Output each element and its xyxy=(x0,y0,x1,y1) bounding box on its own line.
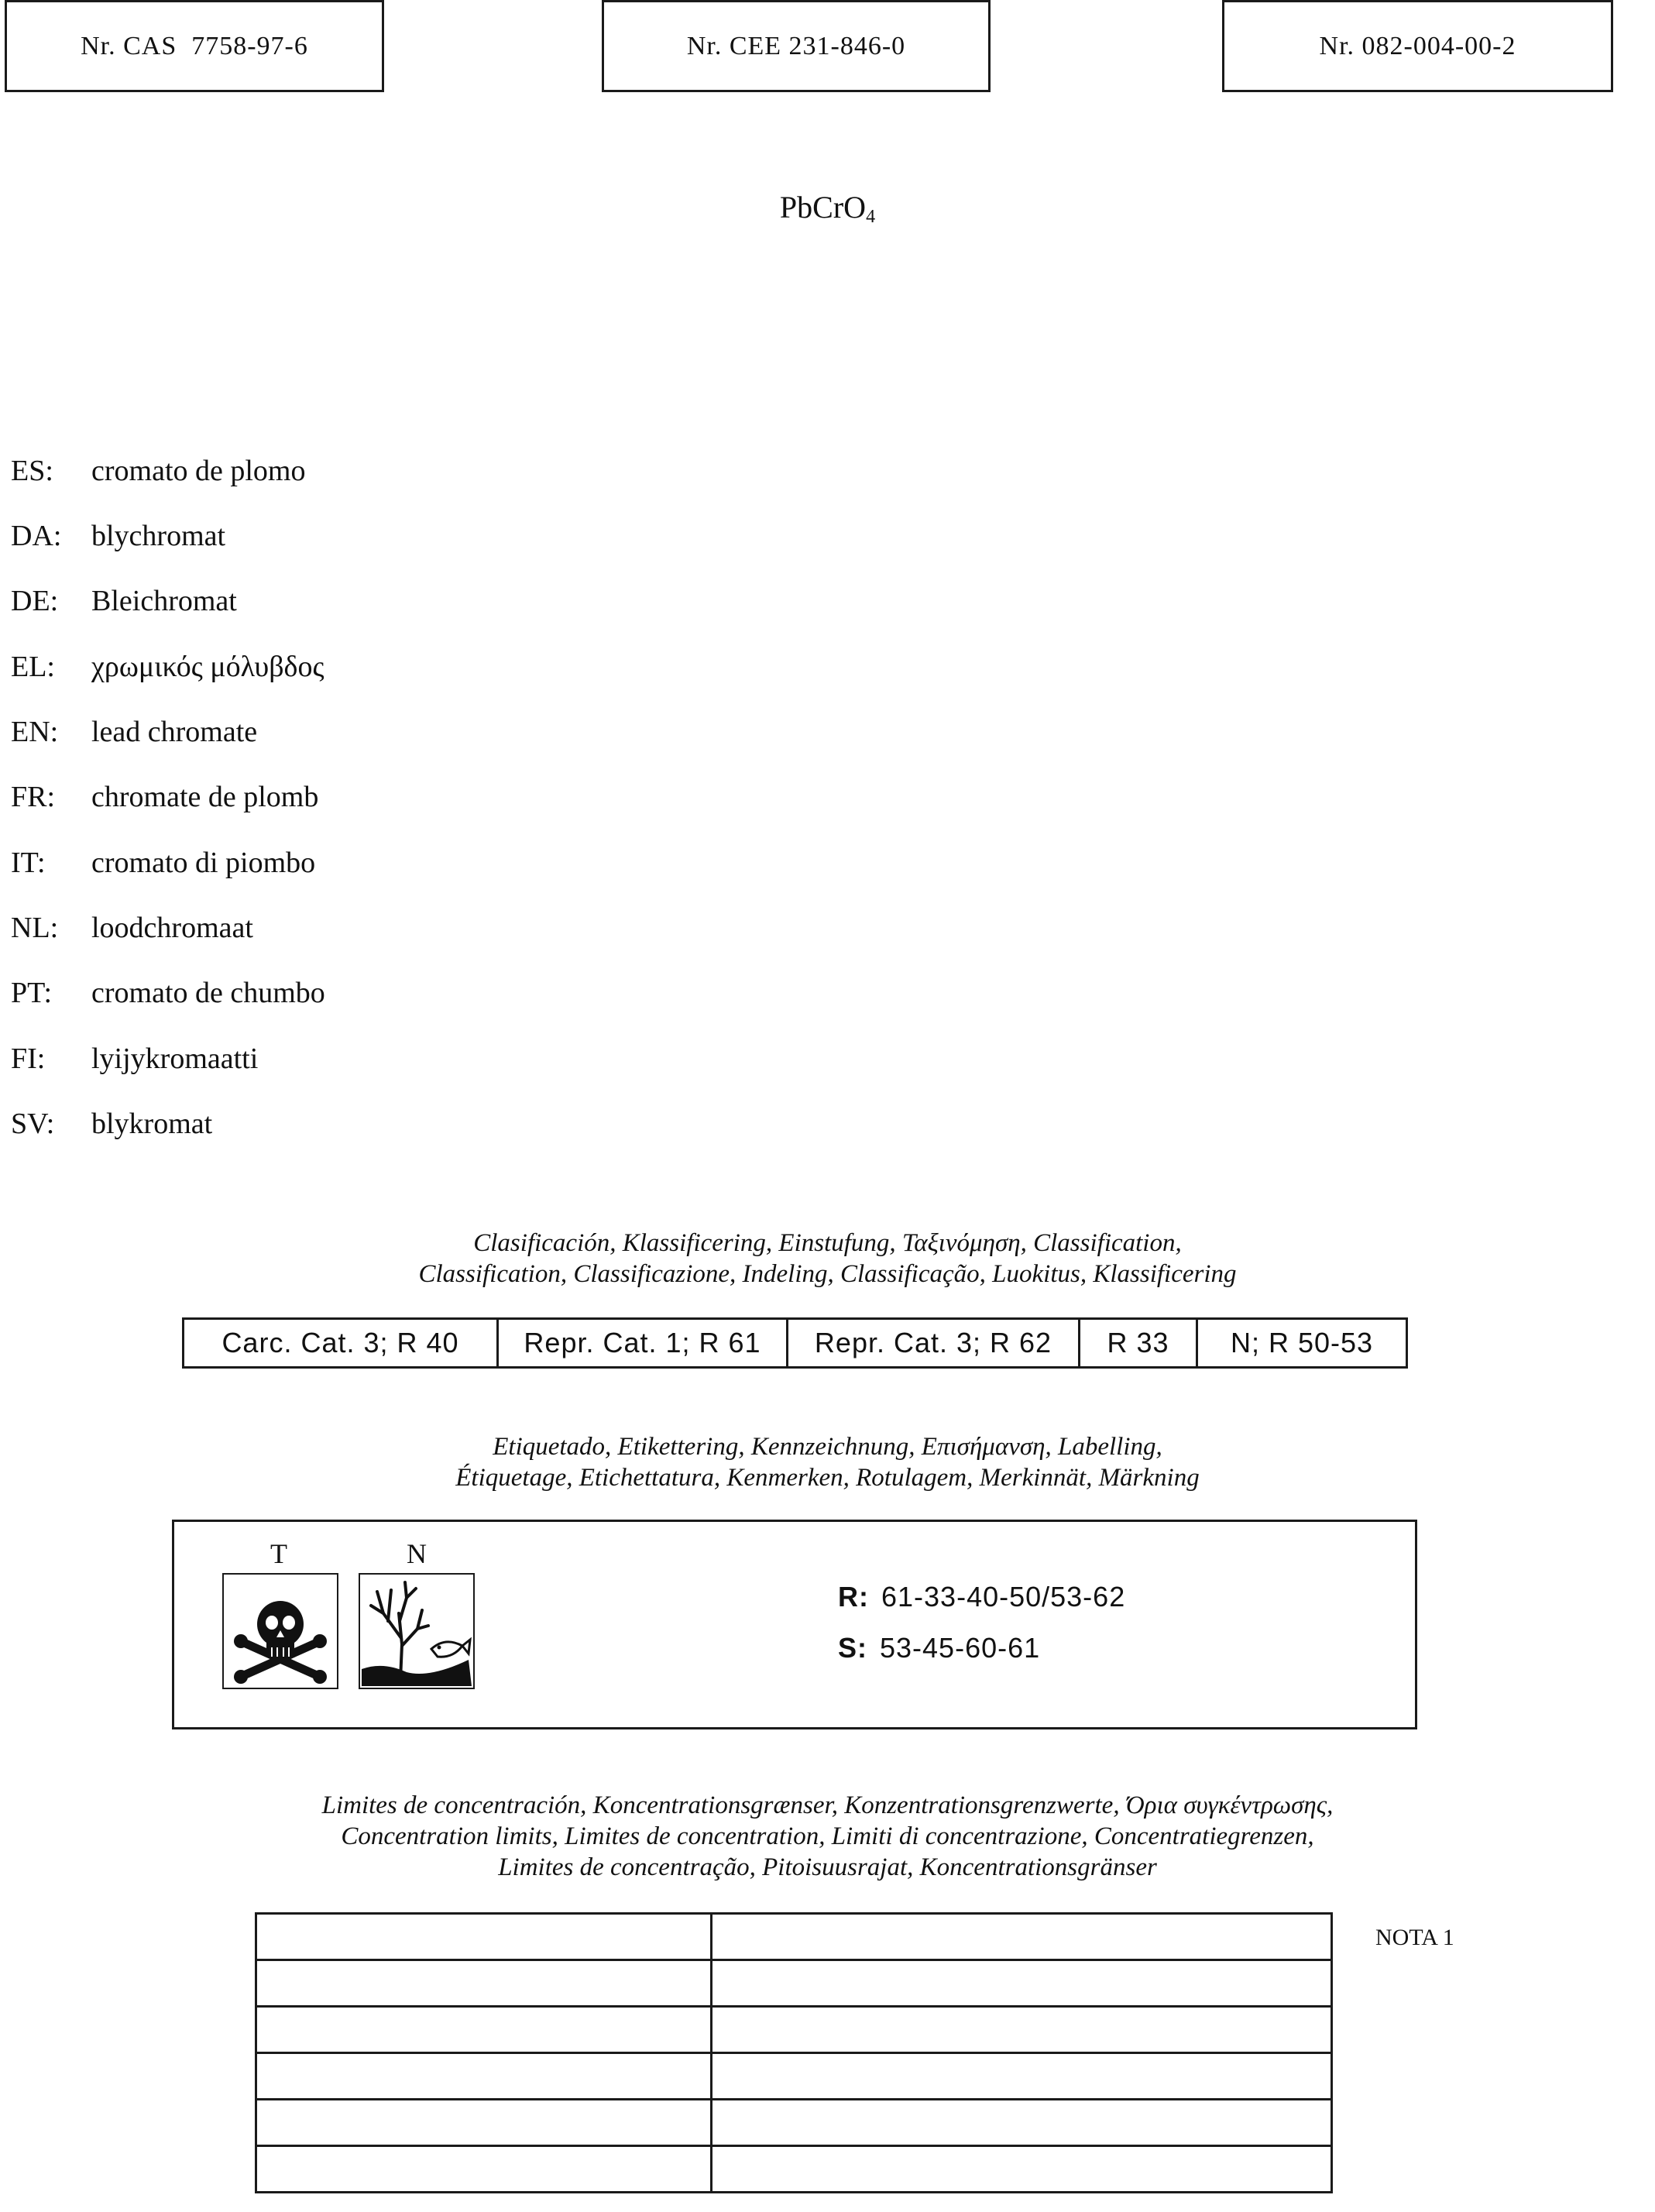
note-label: NOTA 1 xyxy=(1375,1925,1454,1950)
table-cell xyxy=(712,2053,1332,2100)
classification-cell-repr-3: Repr. Cat. 3; R 62 xyxy=(788,1320,1080,1366)
concentration-heading xyxy=(0,1790,1655,1883)
substance-name: cromato de plomo xyxy=(91,455,306,487)
toxic-skull-icon xyxy=(222,1573,338,1689)
labelling-box xyxy=(172,1520,1417,1729)
risk-phrases xyxy=(838,1581,1125,1613)
cee-number: Nr. CEE 231-846-0 xyxy=(686,31,906,60)
table-row xyxy=(256,1914,1332,1960)
substance-name: Bleichromat xyxy=(91,585,237,617)
safety-phrases xyxy=(838,1632,1040,1664)
classification-cell-r33: R 33 xyxy=(1080,1320,1198,1366)
environment-hazard-icon xyxy=(359,1573,475,1689)
table-row xyxy=(256,2146,1332,2193)
labelling-heading-line-2: Étiquetage, Etichettatura, Kenmerken, Rotulagem, Merkinnät, Märkning xyxy=(455,1464,1200,1492)
symbol-t-letter: T xyxy=(270,1538,287,1569)
table-row xyxy=(256,1960,1332,2007)
table-row xyxy=(256,2007,1332,2053)
language-code: SV: xyxy=(11,1108,55,1140)
symbol-n-letter: N xyxy=(407,1538,427,1569)
formula-subscript: 4 xyxy=(866,207,876,227)
language-code: DE: xyxy=(11,585,59,617)
formula-main: PbCrO xyxy=(779,190,867,225)
table-cell xyxy=(256,1914,712,1960)
language-code: NL: xyxy=(11,912,59,944)
table-cell xyxy=(712,2100,1332,2146)
substance-name: cromato di piombo xyxy=(91,847,316,879)
table-cell xyxy=(256,2100,712,2146)
chemical-formula xyxy=(0,189,1655,228)
substance-name: chromate de plomb xyxy=(91,781,319,813)
index-number: Nr. 082-004-00-2 xyxy=(1319,31,1516,60)
table-cell xyxy=(712,2007,1332,2053)
concentration-heading-line-3: Limites de concentração, Pitoisuusrajat, Koncentrationsgränser xyxy=(498,1853,1157,1881)
cee-number-box xyxy=(602,0,991,92)
cas-number-box xyxy=(5,0,384,92)
language-code: ES: xyxy=(11,455,53,487)
table-cell xyxy=(712,1914,1332,1960)
table-cell xyxy=(712,1960,1332,2007)
concentration-heading-line-2: Concentration limits, Limites de concentration, Limiti di concentrazione, Concentratiegrenzen, xyxy=(341,1822,1314,1850)
table-cell xyxy=(256,1960,712,2007)
classification-cell-repr-1: Repr. Cat. 1; R 61 xyxy=(499,1320,788,1366)
index-number-box xyxy=(1222,0,1613,92)
substance-name: χρωμικός μόλυβδος xyxy=(91,651,324,683)
language-code: FI: xyxy=(11,1042,46,1075)
substance-name: cromato de chumbo xyxy=(91,977,325,1009)
safety-phrases-value: 53-45-60-61 xyxy=(880,1632,1041,1664)
language-code: FR: xyxy=(11,781,56,813)
language-code: PT: xyxy=(11,977,53,1009)
labelling-heading xyxy=(0,1431,1655,1493)
classification-heading-line-1: Clasificación, Klassificering, Einstufung, Ταξινόμηση, Classification, xyxy=(473,1229,1182,1257)
cas-number: Nr. CAS 7758-97-6 xyxy=(81,31,308,60)
language-code: EL: xyxy=(11,651,55,683)
risk-phrases-value: 61-33-40-50/53-62 xyxy=(881,1581,1126,1613)
substance-name: lyijykromaatti xyxy=(91,1042,259,1075)
substance-name: lead chromate xyxy=(91,716,258,748)
classification-table xyxy=(182,1317,1408,1369)
safety-phrases-label: S: xyxy=(838,1632,867,1664)
substance-name: blykromat xyxy=(91,1108,213,1140)
substance-name: blychromat xyxy=(91,520,226,552)
labelling-heading-line-1: Etiquetado, Etikettering, Kennzeichnung, Επισήμανση, Labelling, xyxy=(493,1433,1162,1461)
table-cell xyxy=(256,2007,712,2053)
concentration-limits-table xyxy=(255,1912,1333,2193)
language-code: DA: xyxy=(11,520,62,552)
risk-phrases-label: R: xyxy=(838,1581,869,1613)
table-cell xyxy=(256,2053,712,2100)
substance-name: loodchromaat xyxy=(91,912,253,944)
table-cell xyxy=(712,2146,1332,2193)
classification-heading xyxy=(0,1228,1655,1290)
language-code: EN: xyxy=(11,716,59,748)
table-cell xyxy=(256,2146,712,2193)
concentration-heading-line-1: Limites de concentración, Koncentrationsgrænser, Konzentrationsgrenzwerte, Όρια συγκέντρωσης, xyxy=(321,1791,1334,1819)
table-row xyxy=(256,2100,1332,2146)
classification-cell-carc: Carc. Cat. 3; R 40 xyxy=(184,1320,499,1366)
classification-cell-n: N; R 50-53 xyxy=(1230,1327,1374,1358)
table-row xyxy=(256,2053,1332,2100)
classification-heading-line-2: Classification, Classificazione, Indeling, Classificação, Luokitus, Klassificering xyxy=(418,1260,1237,1288)
language-code: IT: xyxy=(11,847,46,879)
